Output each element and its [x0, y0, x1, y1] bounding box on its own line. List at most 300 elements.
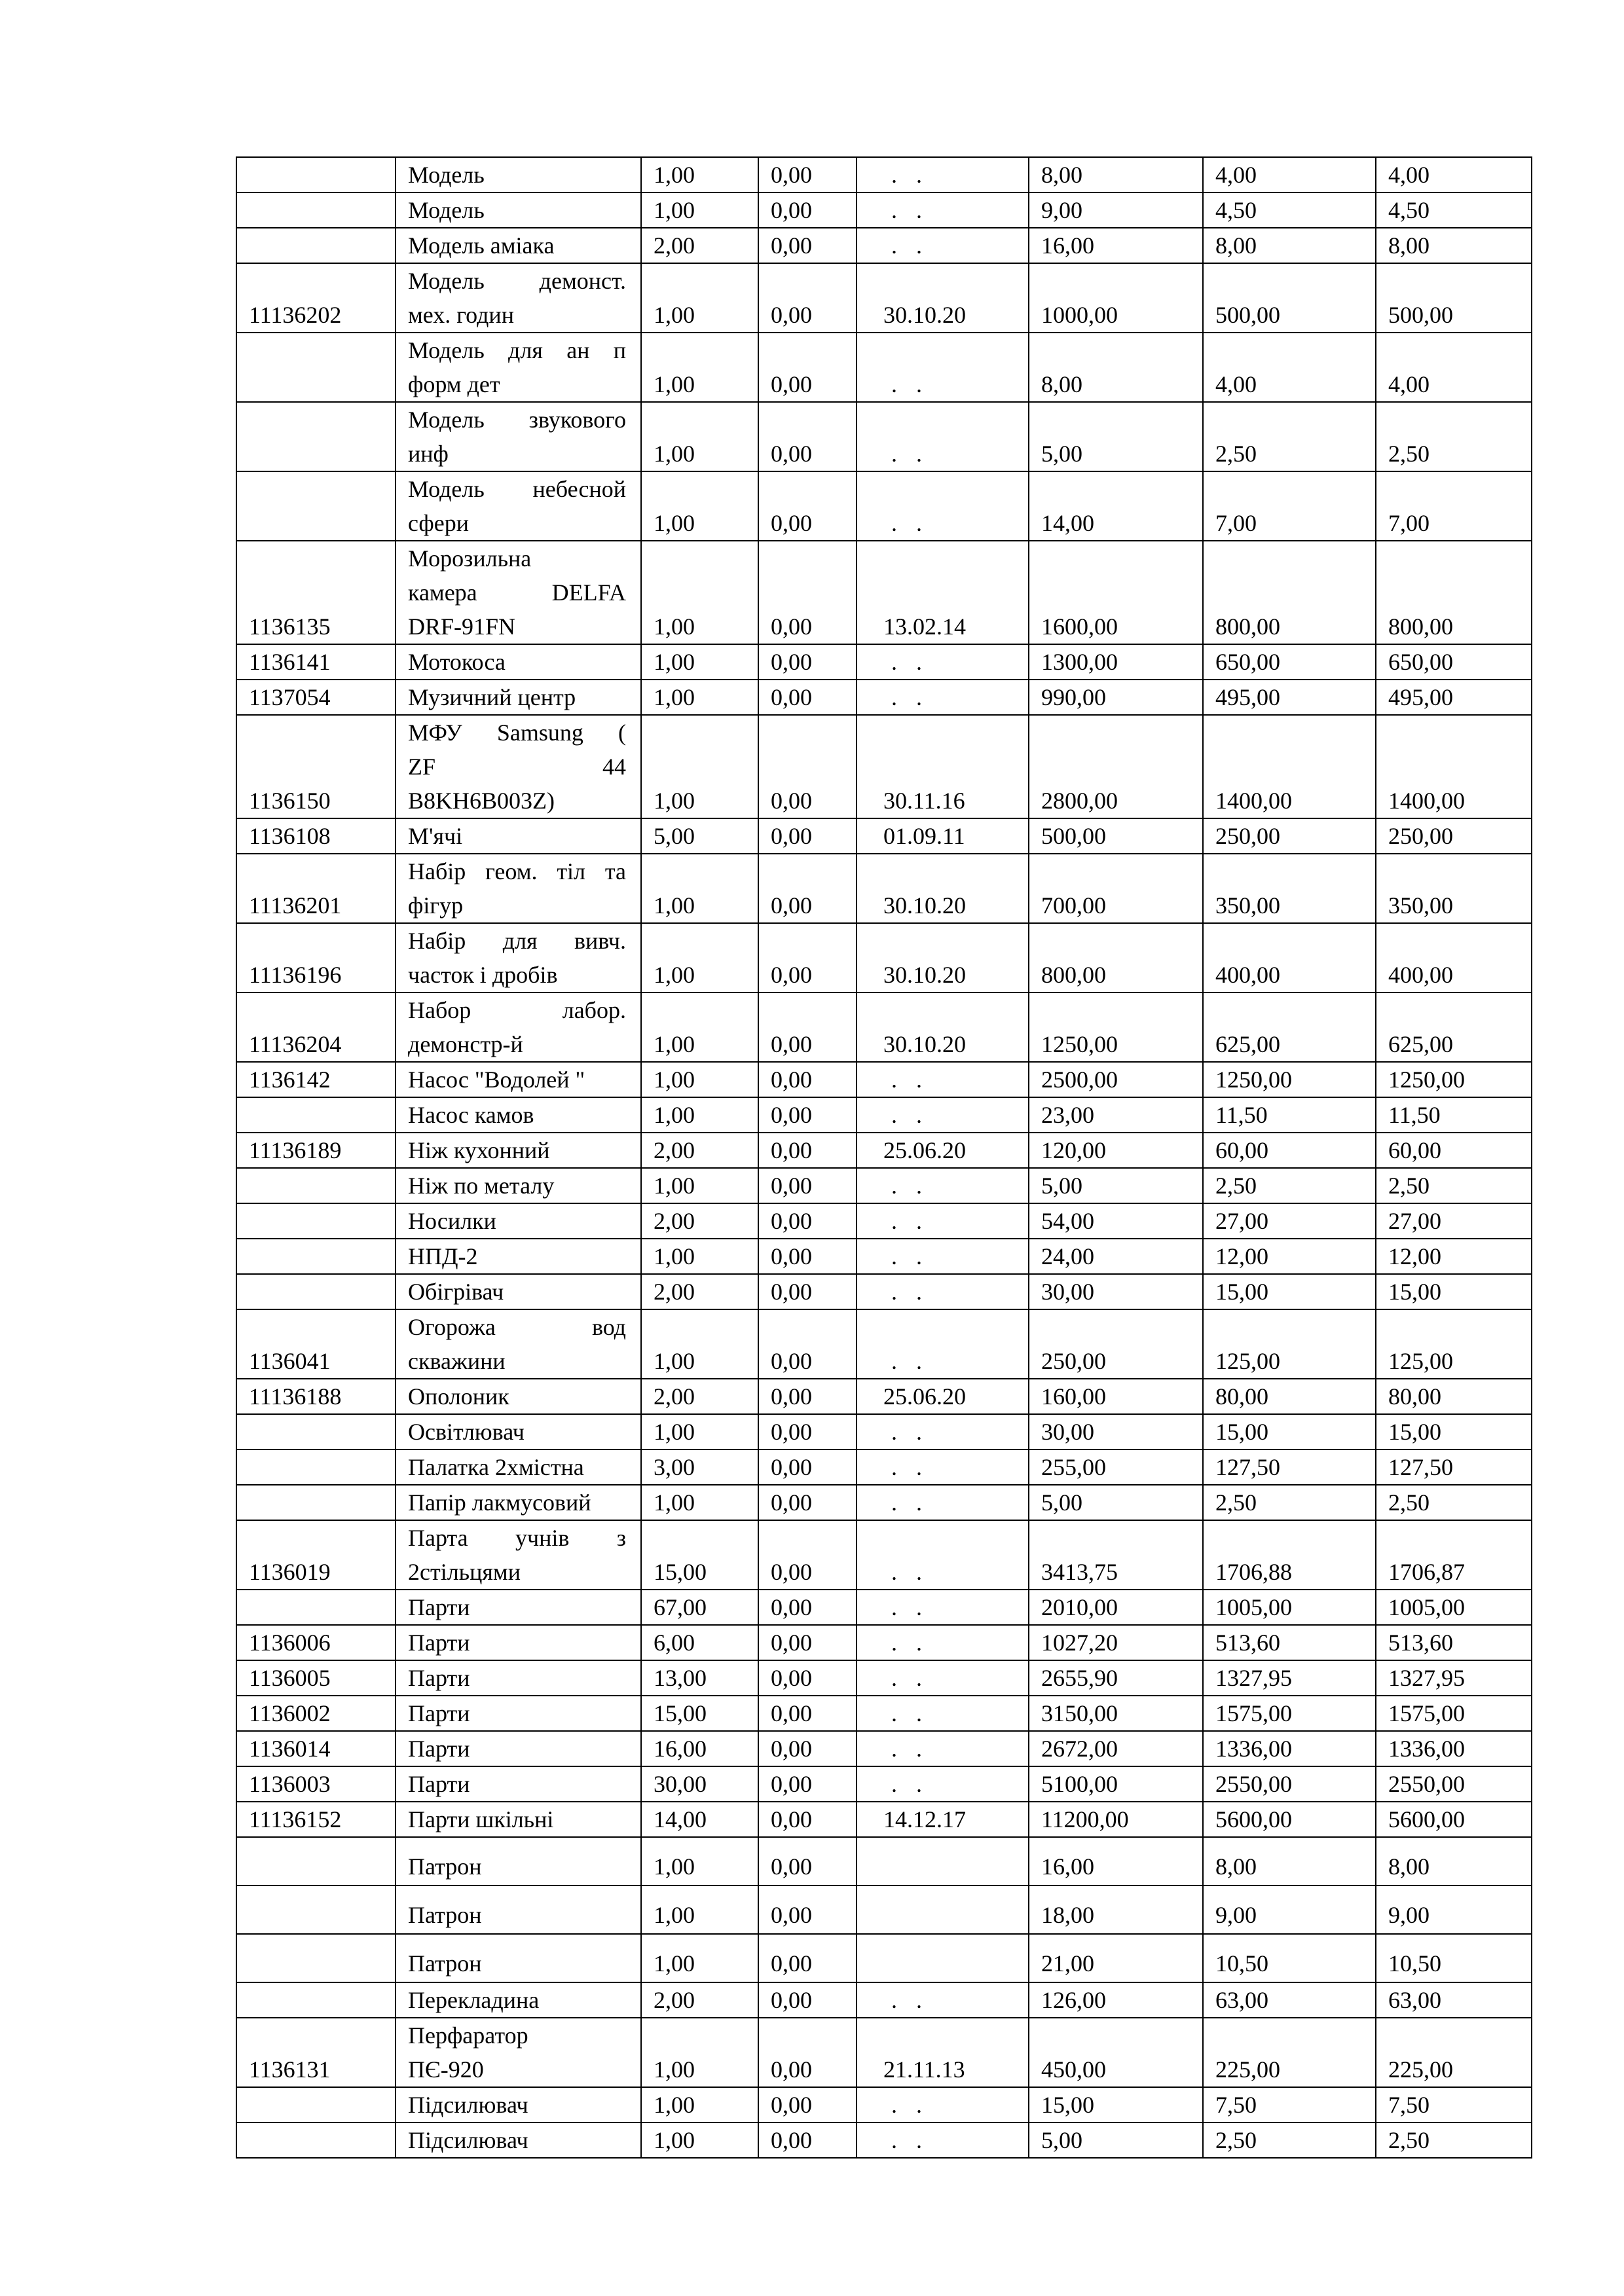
- residual-value-cell: 127,50: [1376, 1449, 1532, 1485]
- zero-value-cell: 0,00: [758, 680, 857, 715]
- residual-value-cell: 8,00: [1376, 228, 1532, 263]
- date-cell: . .: [857, 1203, 1029, 1239]
- item-name-line: Модель для ан п: [408, 337, 626, 363]
- residual-value-cell: 495,00: [1376, 680, 1532, 715]
- item-name-cell: [396, 1590, 641, 1625]
- table-row: [236, 2018, 1532, 2087]
- date-cell: . .: [857, 1449, 1029, 1485]
- residual-value-cell: 250,00: [1376, 818, 1532, 854]
- item-name-line: мех. годин: [408, 302, 514, 328]
- quantity-cell: 1,00: [641, 263, 758, 333]
- item-name-cell: [396, 1379, 641, 1414]
- item-name-line: Перекладина: [408, 1987, 540, 2013]
- item-name-cell: [396, 263, 641, 333]
- inventory-number-cell: [236, 1274, 396, 1309]
- quantity-cell: 16,00: [641, 1731, 758, 1766]
- date-cell: . .: [857, 1625, 1029, 1660]
- date-cell: 30.11.16: [857, 715, 1029, 818]
- date-cell: [857, 1934, 1029, 1982]
- depreciation-cell: 11,50: [1203, 1097, 1376, 1133]
- item-name-line: ПЄ-920: [408, 2056, 484, 2083]
- quantity-cell: 2,00: [641, 1379, 758, 1414]
- date-cell: 30.10.20: [857, 263, 1029, 333]
- residual-value-cell: 8,00: [1376, 1837, 1532, 1886]
- residual-value-cell: 1250,00: [1376, 1062, 1532, 1097]
- residual-value-cell: 1005,00: [1376, 1590, 1532, 1625]
- item-name-cell: [396, 1886, 641, 1934]
- cost-cell: 14,00: [1029, 471, 1203, 541]
- residual-value-cell: 63,00: [1376, 1982, 1532, 2018]
- zero-value-cell: 0,00: [758, 1274, 857, 1309]
- quantity-cell: 13,00: [641, 1660, 758, 1696]
- inventory-number-cell: [236, 333, 396, 402]
- date-cell: . .: [857, 1766, 1029, 1802]
- residual-value-cell: 1575,00: [1376, 1696, 1532, 1731]
- table-row: [236, 1168, 1532, 1203]
- zero-value-cell: 0,00: [758, 263, 857, 333]
- zero-value-cell: 0,00: [758, 402, 857, 471]
- depreciation-cell: 7,00: [1203, 471, 1376, 541]
- item-name-line: Парти: [408, 1736, 470, 1762]
- depreciation-cell: 2,50: [1203, 1168, 1376, 1203]
- quantity-cell: 1,00: [641, 854, 758, 923]
- zero-value-cell: 0,00: [758, 1837, 857, 1886]
- date-cell: . .: [857, 157, 1029, 192]
- cost-cell: 2655,90: [1029, 1660, 1203, 1696]
- quantity-cell: 1,00: [641, 680, 758, 715]
- inventory-number-cell: [236, 1485, 396, 1520]
- item-name-cell: [396, 2018, 641, 2087]
- depreciation-cell: 4,00: [1203, 157, 1376, 192]
- zero-value-cell: 0,00: [758, 1168, 857, 1203]
- quantity-cell: 1,00: [641, 923, 758, 993]
- cost-cell: 5,00: [1029, 1485, 1203, 1520]
- inventory-number-cell: [236, 1203, 396, 1239]
- quantity-cell: 1,00: [641, 541, 758, 644]
- inventory-number-cell: [236, 1097, 396, 1133]
- item-name-cell: [396, 923, 641, 993]
- table-row: [236, 644, 1532, 680]
- residual-value-cell: 7,50: [1376, 2087, 1532, 2123]
- item-name-line: Папір лакмусовий: [408, 1489, 591, 1516]
- zero-value-cell: 0,00: [758, 1731, 857, 1766]
- zero-value-cell: 0,00: [758, 157, 857, 192]
- item-name-line: МФУ Samsung (: [408, 720, 626, 746]
- cost-cell: 3413,75: [1029, 1520, 1203, 1590]
- date-cell: . .: [857, 1309, 1029, 1379]
- cost-cell: 2800,00: [1029, 715, 1203, 818]
- residual-value-cell: 400,00: [1376, 923, 1532, 993]
- item-name-cell: [396, 1097, 641, 1133]
- item-name-line: DRF-91FN: [408, 613, 516, 640]
- quantity-cell: 1,00: [641, 993, 758, 1062]
- quantity-cell: 1,00: [641, 471, 758, 541]
- table-row: [236, 923, 1532, 993]
- zero-value-cell: 0,00: [758, 818, 857, 854]
- residual-value-cell: 9,00: [1376, 1886, 1532, 1934]
- item-name-line: Ополоник: [408, 1383, 509, 1410]
- item-name-line: часток і дробів: [408, 962, 558, 988]
- inventory-number-cell: 11136152: [236, 1802, 396, 1837]
- zero-value-cell: 0,00: [758, 1414, 857, 1449]
- date-cell: . .: [857, 680, 1029, 715]
- residual-value-cell: 513,60: [1376, 1625, 1532, 1660]
- zero-value-cell: 0,00: [758, 1449, 857, 1485]
- item-name-line: форм дет: [408, 371, 500, 397]
- cost-cell: 9,00: [1029, 192, 1203, 228]
- item-name-line: демонстр-й: [408, 1031, 523, 1057]
- residual-value-cell: 1400,00: [1376, 715, 1532, 818]
- depreciation-cell: 125,00: [1203, 1309, 1376, 1379]
- date-cell: . .: [857, 1097, 1029, 1133]
- inventory-number-cell: [236, 228, 396, 263]
- cost-cell: 3150,00: [1029, 1696, 1203, 1731]
- zero-value-cell: 0,00: [758, 1625, 857, 1660]
- cost-cell: 5100,00: [1029, 1766, 1203, 1802]
- zero-value-cell: 0,00: [758, 541, 857, 644]
- item-name-cell: [396, 471, 641, 541]
- inventory-number-cell: 1136003: [236, 1766, 396, 1802]
- inventory-number-cell: 11136196: [236, 923, 396, 993]
- table-row: [236, 1766, 1532, 1802]
- residual-value-cell: 4,50: [1376, 192, 1532, 228]
- item-name-line: Парти: [408, 1771, 470, 1797]
- date-cell: . .: [857, 402, 1029, 471]
- quantity-cell: 2,00: [641, 1203, 758, 1239]
- depreciation-cell: 650,00: [1203, 644, 1376, 680]
- date-cell: . .: [857, 1485, 1029, 1520]
- inventory-number-cell: [236, 1886, 396, 1934]
- inventory-number-cell: 1136041: [236, 1309, 396, 1379]
- inventory-number-cell: 11136189: [236, 1133, 396, 1168]
- residual-value-cell: 1706,87: [1376, 1520, 1532, 1590]
- cost-cell: 30,00: [1029, 1414, 1203, 1449]
- residual-value-cell: 7,00: [1376, 471, 1532, 541]
- inventory-number-cell: 11136202: [236, 263, 396, 333]
- zero-value-cell: 0,00: [758, 1239, 857, 1274]
- depreciation-cell: 15,00: [1203, 1414, 1376, 1449]
- item-name-line: инф: [408, 441, 449, 467]
- item-name-cell: [396, 1934, 641, 1982]
- quantity-cell: 14,00: [641, 1802, 758, 1837]
- zero-value-cell: 0,00: [758, 1660, 857, 1696]
- table-row: [236, 1239, 1532, 1274]
- item-name-line: Обігрівач: [408, 1279, 504, 1305]
- inventory-number-cell: 1136135: [236, 541, 396, 644]
- depreciation-cell: 1005,00: [1203, 1590, 1376, 1625]
- item-name-line: Модель аміака: [408, 232, 555, 259]
- residual-value-cell: 225,00: [1376, 2018, 1532, 2087]
- item-name-cell: [396, 1696, 641, 1731]
- zero-value-cell: 0,00: [758, 1982, 857, 2018]
- item-name-line: сфери: [408, 510, 469, 536]
- table-row: [236, 1414, 1532, 1449]
- depreciation-cell: 127,50: [1203, 1449, 1376, 1485]
- item-name-cell: [396, 1168, 641, 1203]
- table-row: [236, 1625, 1532, 1660]
- table-row: [236, 228, 1532, 263]
- residual-value-cell: 125,00: [1376, 1309, 1532, 1379]
- depreciation-cell: 1327,95: [1203, 1660, 1376, 1696]
- depreciation-cell: 1400,00: [1203, 715, 1376, 818]
- item-name-cell: [396, 1766, 641, 1802]
- item-name-cell: [396, 541, 641, 644]
- quantity-cell: 1,00: [641, 2018, 758, 2087]
- table-row: [236, 2087, 1532, 2123]
- table-row: [236, 333, 1532, 402]
- item-name-cell: [396, 1414, 641, 1449]
- item-name-line: Підсилювач: [408, 2092, 528, 2118]
- quantity-cell: 1,00: [641, 1097, 758, 1133]
- quantity-cell: 6,00: [641, 1625, 758, 1660]
- quantity-cell: 1,00: [641, 1239, 758, 1274]
- item-name-line: Парта учнів з: [408, 1525, 626, 1551]
- item-name-line: ZF 44: [408, 754, 626, 780]
- cost-cell: 11200,00: [1029, 1802, 1203, 1837]
- zero-value-cell: 0,00: [758, 2018, 857, 2087]
- zero-value-cell: 0,00: [758, 192, 857, 228]
- zero-value-cell: 0,00: [758, 471, 857, 541]
- date-cell: . .: [857, 2123, 1029, 2158]
- item-name-line: Набор лабор.: [408, 997, 626, 1023]
- item-name-line: Парти шкільні: [408, 1806, 554, 1832]
- cost-cell: 255,00: [1029, 1449, 1203, 1485]
- table-row: [236, 1520, 1532, 1590]
- depreciation-cell: 1336,00: [1203, 1731, 1376, 1766]
- inventory-number-cell: [236, 1168, 396, 1203]
- zero-value-cell: 0,00: [758, 1886, 857, 1934]
- zero-value-cell: 0,00: [758, 1062, 857, 1097]
- zero-value-cell: 0,00: [758, 715, 857, 818]
- depreciation-cell: 500,00: [1203, 263, 1376, 333]
- quantity-cell: 1,00: [641, 715, 758, 818]
- depreciation-cell: 10,50: [1203, 1934, 1376, 1982]
- item-name-line: Носилки: [408, 1208, 496, 1234]
- item-name-line: скважини: [408, 1348, 506, 1374]
- quantity-cell: 67,00: [641, 1590, 758, 1625]
- date-cell: 30.10.20: [857, 854, 1029, 923]
- cost-cell: 8,00: [1029, 333, 1203, 402]
- inventory-number-cell: 1136131: [236, 2018, 396, 2087]
- date-cell: 30.10.20: [857, 993, 1029, 1062]
- date-cell: . .: [857, 1239, 1029, 1274]
- item-name-line: Патрон: [408, 1950, 482, 1977]
- item-name-line: Огорожа вод: [408, 1314, 626, 1340]
- residual-value-cell: 12,00: [1376, 1239, 1532, 1274]
- date-cell: . .: [857, 192, 1029, 228]
- item-name-line: Мотокоса: [408, 649, 506, 675]
- depreciation-cell: 8,00: [1203, 1837, 1376, 1886]
- date-cell: . .: [857, 1062, 1029, 1097]
- item-name-line: Модель демонст.: [408, 268, 626, 294]
- quantity-cell: 2,00: [641, 1133, 758, 1168]
- inventory-number-cell: [236, 1414, 396, 1449]
- inventory-number-cell: [236, 1934, 396, 1982]
- inventory-number-cell: 1136142: [236, 1062, 396, 1097]
- cost-cell: 500,00: [1029, 818, 1203, 854]
- table-row: [236, 471, 1532, 541]
- inventory-number-cell: 1136150: [236, 715, 396, 818]
- item-name-line: B8KH6B003Z): [408, 788, 555, 814]
- date-cell: [857, 1886, 1029, 1934]
- quantity-cell: 5,00: [641, 818, 758, 854]
- table-row: [236, 854, 1532, 923]
- quantity-cell: 1,00: [641, 2123, 758, 2158]
- item-name-line: Набір геом. тіл та: [408, 858, 626, 884]
- residual-value-cell: 800,00: [1376, 541, 1532, 644]
- table-row: [236, 1696, 1532, 1731]
- date-cell: . .: [857, 1590, 1029, 1625]
- item-name-line: Парти: [408, 1700, 470, 1726]
- item-name-cell: [396, 1239, 641, 1274]
- quantity-cell: 1,00: [641, 1886, 758, 1934]
- depreciation-cell: 400,00: [1203, 923, 1376, 993]
- depreciation-cell: 1706,88: [1203, 1520, 1376, 1590]
- residual-value-cell: 11,50: [1376, 1097, 1532, 1133]
- item-name-cell: [396, 1203, 641, 1239]
- cost-cell: 700,00: [1029, 854, 1203, 923]
- item-name-line: Парти: [408, 1665, 470, 1691]
- table-row: [236, 1062, 1532, 1097]
- residual-value-cell: 60,00: [1376, 1133, 1532, 1168]
- item-name-line: Набір для вивч.: [408, 928, 626, 954]
- zero-value-cell: 0,00: [758, 644, 857, 680]
- table-row: [236, 1485, 1532, 1520]
- item-name-line: 2стільцями: [408, 1559, 521, 1585]
- residual-value-cell: 1336,00: [1376, 1731, 1532, 1766]
- quantity-cell: 15,00: [641, 1696, 758, 1731]
- table-row: [236, 157, 1532, 192]
- table-row: [236, 1731, 1532, 1766]
- table-row: [236, 1886, 1532, 1934]
- residual-value-cell: 2,50: [1376, 1168, 1532, 1203]
- residual-value-cell: 2550,00: [1376, 1766, 1532, 1802]
- depreciation-cell: 800,00: [1203, 541, 1376, 644]
- table-row: [236, 1133, 1532, 1168]
- date-cell: . .: [857, 1274, 1029, 1309]
- item-name-line: Насос "Водолей ": [408, 1066, 585, 1093]
- item-name-cell: [396, 2123, 641, 2158]
- inventory-number-cell: 11136188: [236, 1379, 396, 1414]
- item-name-cell: [396, 1625, 641, 1660]
- depreciation-cell: 625,00: [1203, 993, 1376, 1062]
- item-name-line: Модель звукового: [408, 407, 626, 433]
- cost-cell: 5,00: [1029, 2123, 1203, 2158]
- residual-value-cell: 2,50: [1376, 1485, 1532, 1520]
- date-cell: 25.06.20: [857, 1133, 1029, 1168]
- table-row: [236, 1309, 1532, 1379]
- inventory-number-cell: [236, 471, 396, 541]
- item-name-cell: [396, 157, 641, 192]
- table-row: [236, 192, 1532, 228]
- date-cell: . .: [857, 333, 1029, 402]
- inventory-number-cell: [236, 192, 396, 228]
- cost-cell: 160,00: [1029, 1379, 1203, 1414]
- depreciation-cell: 2,50: [1203, 402, 1376, 471]
- depreciation-cell: 513,60: [1203, 1625, 1376, 1660]
- zero-value-cell: 0,00: [758, 1203, 857, 1239]
- depreciation-cell: 7,50: [1203, 2087, 1376, 2123]
- table-row: [236, 1274, 1532, 1309]
- cost-cell: 1300,00: [1029, 644, 1203, 680]
- residual-value-cell: 27,00: [1376, 1203, 1532, 1239]
- item-name-cell: [396, 1449, 641, 1485]
- depreciation-cell: 495,00: [1203, 680, 1376, 715]
- table-row: [236, 1379, 1532, 1414]
- item-name-cell: [396, 1731, 641, 1766]
- cost-cell: 5,00: [1029, 402, 1203, 471]
- cost-cell: 16,00: [1029, 1837, 1203, 1886]
- quantity-cell: 3,00: [641, 1449, 758, 1485]
- depreciation-cell: 350,00: [1203, 854, 1376, 923]
- depreciation-cell: 63,00: [1203, 1982, 1376, 2018]
- item-name-cell: [396, 192, 641, 228]
- item-name-line: Морозильна: [408, 545, 532, 572]
- residual-value-cell: 80,00: [1376, 1379, 1532, 1414]
- depreciation-cell: 4,00: [1203, 333, 1376, 402]
- table-row: [236, 1837, 1532, 1886]
- date-cell: . .: [857, 2087, 1029, 2123]
- date-cell: . .: [857, 1660, 1029, 1696]
- residual-value-cell: 15,00: [1376, 1274, 1532, 1309]
- date-cell: . .: [857, 228, 1029, 263]
- item-name-cell: [396, 854, 641, 923]
- residual-value-cell: 5600,00: [1376, 1802, 1532, 1837]
- inventory-number-cell: [236, 2123, 396, 2158]
- item-name-line: Патрон: [408, 1902, 482, 1928]
- depreciation-cell: 5600,00: [1203, 1802, 1376, 1837]
- table-row: [236, 2123, 1532, 2158]
- residual-value-cell: 625,00: [1376, 993, 1532, 1062]
- date-cell: 01.09.11: [857, 818, 1029, 854]
- item-name-line: Ніж по металу: [408, 1173, 555, 1199]
- cost-cell: 23,00: [1029, 1097, 1203, 1133]
- cost-cell: 21,00: [1029, 1934, 1203, 1982]
- item-name-line: Ніж кухонний: [408, 1137, 550, 1163]
- depreciation-cell: 2550,00: [1203, 1766, 1376, 1802]
- cost-cell: 16,00: [1029, 228, 1203, 263]
- depreciation-cell: 9,00: [1203, 1886, 1376, 1934]
- zero-value-cell: 0,00: [758, 2087, 857, 2123]
- inventory-number-cell: 1136002: [236, 1696, 396, 1731]
- item-name-line: Музичний центр: [408, 684, 576, 710]
- quantity-cell: 2,00: [641, 1982, 758, 2018]
- quantity-cell: 2,00: [641, 228, 758, 263]
- item-name-line: Модель: [408, 162, 485, 188]
- cost-cell: 15,00: [1029, 2087, 1203, 2123]
- inventory-number-cell: [236, 1449, 396, 1485]
- table-row: [236, 993, 1532, 1062]
- date-cell: . .: [857, 1168, 1029, 1203]
- quantity-cell: 1,00: [641, 1168, 758, 1203]
- inventory-number-cell: [236, 1239, 396, 1274]
- table-row: [236, 1934, 1532, 1982]
- item-name-line: Модель небесной: [408, 476, 626, 502]
- inventory-number-cell: 1136014: [236, 1731, 396, 1766]
- item-name-cell: [396, 1802, 641, 1837]
- zero-value-cell: 0,00: [758, 923, 857, 993]
- cost-cell: 2500,00: [1029, 1062, 1203, 1097]
- inventory-number-cell: [236, 157, 396, 192]
- table-row: [236, 1802, 1532, 1837]
- item-name-line: Підсилювач: [408, 2127, 528, 2153]
- zero-value-cell: 0,00: [758, 1485, 857, 1520]
- cost-cell: 990,00: [1029, 680, 1203, 715]
- zero-value-cell: 0,00: [758, 1696, 857, 1731]
- date-cell: . .: [857, 644, 1029, 680]
- item-name-cell: [396, 818, 641, 854]
- inventory-number-cell: 1136006: [236, 1625, 396, 1660]
